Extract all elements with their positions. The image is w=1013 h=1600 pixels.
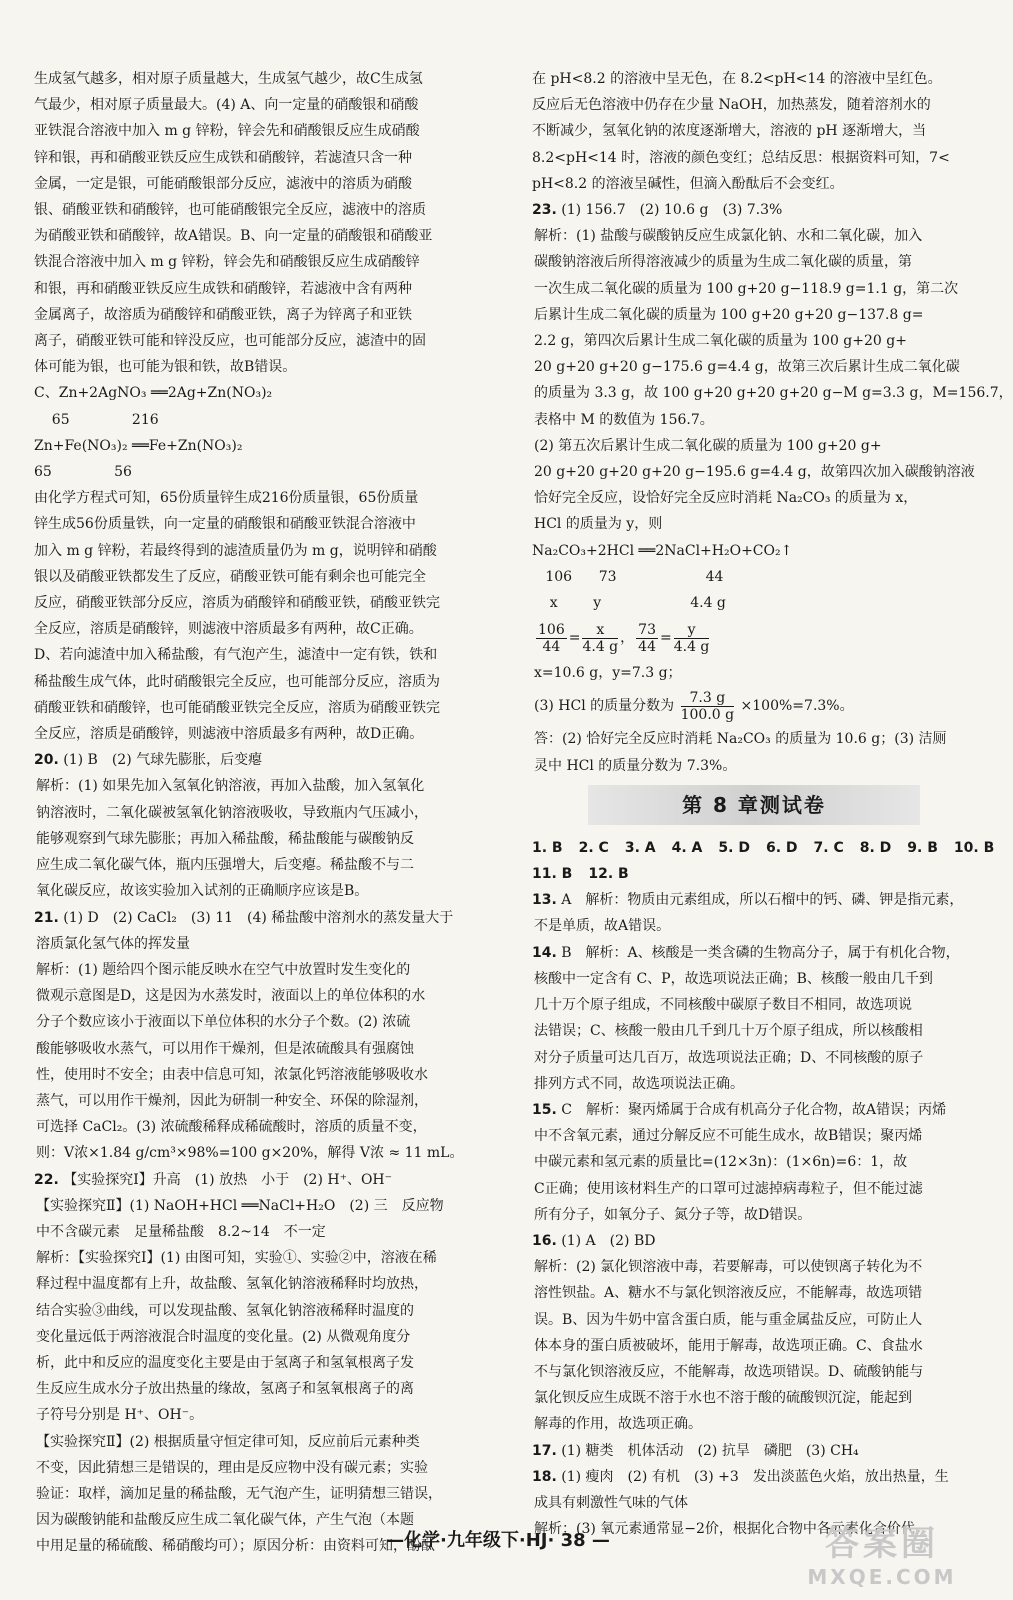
text-line [34, 878, 482, 904]
line-text: 分子个数应该小于液面以下单位体积的水分子个数。(2) 浓硫 [36, 1014, 411, 1031]
question-line [34, 905, 482, 931]
line-text: 一次生成二氧化碳的质量为 100 g+20 g−118.9 g=1.1 g，第二次 [534, 280, 959, 297]
line-text: 酸能够吸收水蒸气，可以用作干燥剂，但是浓硫酸具有强腐蚀 [36, 1040, 414, 1057]
line-text: (1) 瘦肉 (2) 有机 (3) +3 发出淡蓝色火焰，放出热量，生 [561, 1468, 949, 1485]
text-line [532, 118, 980, 144]
text-line [532, 328, 980, 354]
answer-key-item: 12. B [588, 866, 629, 883]
line-text: 金属离子，故溶质为硝酸锌和硝酸亚铁，离子为锌离子和亚铁 [34, 306, 412, 323]
line-text: Na₂CO₃+2HCl ══2NaCl+H₂O+CO₂↑ [532, 542, 793, 559]
text-line [34, 249, 482, 275]
watermark-line1: 答案圈 [825, 1524, 939, 1564]
line-text: 20 g+20 g+20 g+20 g−195.6 g=4.4 g，故第四次加入碳酸钠溶液 [534, 464, 975, 481]
line-text: 解析：(2) 氯化钡溶液中毒，若要解毒，可以使钡离子转化为不 [534, 1259, 923, 1276]
line-text: 核酸中一定含有 C、P，故选项说法正确；B、核酸一般由几千到 [534, 970, 933, 987]
line-text: 全反应，溶质是硝酸锌，则滤液中溶质最多有两种，故C正确。 [34, 621, 423, 638]
question-line [532, 197, 980, 223]
line-text: 几十万个原子组成，不同核酸中碳原子数目不相同，故选项说 [534, 997, 912, 1014]
text-line [532, 1123, 980, 1149]
text-line [34, 695, 482, 721]
line-text: (1) D (2) CaCl₂ (3) 11 (4) 稀盐酸中溶剂水的蒸发量大于 [63, 909, 454, 926]
line-text: 解析：(1) 如果先加入氢氧化钠溶液，再加入盐酸，加入氢氧化 [36, 778, 425, 795]
text-line [532, 992, 980, 1018]
question-line [34, 747, 482, 773]
line-text: 为硝酸亚铁和硝酸锌，故A错误。B、向一定量的硝酸银和硝酸亚 [34, 228, 433, 245]
text-line [34, 1324, 482, 1350]
text-line [34, 171, 482, 197]
text-line [34, 1062, 482, 1088]
line-text: 65 216 [34, 411, 159, 428]
text-line [532, 145, 980, 171]
text-line [34, 1088, 482, 1114]
line-text: 性，使用时不安全；由表中信息可知，浓氯化钙溶液能够吸收水 [36, 1066, 428, 1083]
left-column [34, 66, 482, 1560]
fraction [536, 622, 567, 655]
line-text: 表格中 M 的数值为 156.7。 [534, 411, 714, 428]
line-text: 验证：取样，滴加足量的稀盐酸，无气泡产生，证明猜想三错误， [36, 1485, 442, 1502]
line-text: 误。B、因为牛奶中富含蛋白质，能与重金属盐反应，可防止人 [534, 1311, 923, 1328]
line-text: 全反应，溶质是硝酸锌，则滤液中溶质最多有两种，故D正确。 [34, 726, 424, 743]
line-text: 体本身的蛋白质被破坏，能用于解毒，故选项正确。C、食盐水 [534, 1337, 923, 1354]
text-line [532, 354, 980, 380]
line-text: 蒸气，可以用作干燥剂，因此为研制一种安全、环保的除湿剂， [36, 1092, 428, 1109]
line-text: 解毒的作用，故选项正确。 [534, 1416, 702, 1433]
line-text: 不断减少，氢氧化钠的浓度逐渐增大，溶液的 pH 逐渐增大，当 [532, 123, 927, 140]
answer-key-row-2 [532, 861, 980, 887]
question-line [532, 940, 980, 966]
line-text: 钠溶液时，二氧化碳被氢氧化钠溶液吸收，导致瓶内气压减小， [36, 804, 428, 821]
text-line [34, 669, 482, 695]
answer-key-item: 2. C [578, 839, 609, 856]
line-text: pH<8.2 的溶液呈碱性，但滴入酚酞后不会变红。 [532, 175, 844, 192]
fraction [582, 622, 618, 655]
text-line [34, 92, 482, 118]
line-text: (1) B (2) 气球先膨胀，后变瘪 [63, 752, 263, 769]
line-text: (1) A (2) BD [561, 1232, 656, 1249]
chapter-test-banner: 第 8 章测试卷 [588, 785, 920, 825]
text-line [34, 1193, 482, 1219]
text-line [532, 1280, 980, 1306]
line-text: B 解析：A、核酸是一类含磷的生物高分子，属于有机化合物， [561, 944, 960, 961]
line-text: 加入 m g 锌粉，若最终得到的滤渣质量仍为 m g，说明锌和硝酸 [34, 542, 437, 559]
line-text: 碳酸钠溶液后所得溶液减少的质量为生成二氧化碳的质量，第 [534, 254, 912, 271]
line-text: 排列方式不同，故选项说法正确。 [534, 1075, 744, 1092]
equals-sign: = [568, 630, 581, 647]
text-line [34, 721, 482, 747]
text-line [34, 773, 482, 799]
equals-sign: ， [620, 630, 635, 647]
text-line [34, 1036, 482, 1062]
line-text: 中用足量的稀硫酸、稀硝酸均可）；原因分析：由资料可知，酚酞 [36, 1538, 435, 1555]
question-number: 22. [34, 1171, 59, 1188]
line-text: 金属，一定是银，可能硝酸银部分反应，滤液中的溶质为硝酸 [34, 175, 412, 192]
watermark-line2: MXQE.COM [807, 1565, 957, 1589]
fraction [636, 622, 658, 655]
line-text: C、Zn+2AgNO₃ ══2Ag+Zn(NO₃)₂ [34, 385, 273, 402]
line-text: (1) 糖类 机体活动 (2) 抗旱 磷肥 (3) CH₄ [561, 1442, 859, 1459]
line-text: x=10.6 g，y=7.3 g； [534, 665, 682, 682]
line-text: 银以及硝酸亚铁都发生了反应，硝酸亚铁可能有剩余也可能完全 [34, 568, 426, 585]
text-line [34, 1114, 482, 1140]
text-line [34, 983, 482, 1009]
line-text: HCl 的质量为 y，则 [534, 516, 663, 533]
text-line [34, 616, 482, 642]
line-text: 气最少，相对原子质量最大。(4) A、向一定量的硝酸银和硝酸 [34, 97, 419, 114]
answer-key-item: 4. A [671, 839, 703, 856]
answers-13-18 [532, 887, 980, 1542]
line-text: 解析：【实验探究Ⅰ】(1) 由图可知，实验①、实验②中，溶液在稀 [36, 1250, 437, 1267]
line-text: 20 g+20 g+20 g−175.6 g=4.4 g，故第三次后累计生成二氧化碳 [534, 359, 960, 376]
question-line [532, 1438, 980, 1464]
line-text: 106 73 44 [532, 568, 724, 585]
line-text: 生成氢气越多，相对原子质量越大，生成氢气越少，故C生成氢 [34, 71, 423, 87]
line-text: 解析：(3) 氧元素通常显−2价，根据化合物中各元素化合价代 [534, 1521, 915, 1538]
text-line [34, 931, 482, 957]
text-line [532, 380, 1013, 406]
text-line [532, 753, 980, 779]
line-text: 结合实验③曲线，可以发现盐酸、氢氧化钠溶液稀释时温度的 [36, 1302, 414, 1319]
answer-key-item: 6. D [765, 839, 798, 856]
text-line [34, 459, 482, 485]
text-line [532, 302, 980, 328]
text-line [532, 1254, 980, 1280]
numerator: 106 [538, 621, 565, 638]
text-line [532, 538, 980, 564]
text-line [34, 957, 482, 983]
line-text: 不变，因此猜想三是错误的，理由是反应物中没有碳元素；实验 [36, 1459, 428, 1476]
line-text: 中不含氧元素，通过分解反应不可能生成水，故B错误；聚丙烯 [534, 1128, 923, 1145]
line-text: 2.2 g，第四次后累计生成二氧化碳的质量为 100 g+20 g+ [534, 333, 907, 350]
line-text: 锌和银，再和硝酸亚铁反应生成铁和硝酸锌，若滤渣只含一种 [34, 149, 412, 166]
line-text: 法错误；C、核酸一般由几千到几十万个原子组成，所以核酸相 [534, 1023, 923, 1040]
line-text: 体可能为银，也可能为银和铁，故B错误。 [34, 359, 297, 376]
text-line [34, 433, 482, 459]
solution-values [532, 660, 980, 686]
line-text: 所有分子，如氧分子、氮分子等，故D错误。 [534, 1206, 812, 1223]
text-line [34, 118, 482, 144]
text-line [34, 642, 482, 668]
text-line [532, 407, 980, 433]
line-text: 不是单质，故A错误。 [534, 918, 671, 935]
line-text: 锌生成56份质量铁，向一定量的硝酸银和硝酸亚铁混合溶液中 [34, 516, 416, 533]
hcl-post: ×100%=7.3%。 [740, 698, 854, 715]
text-line [532, 92, 980, 118]
text-line [532, 913, 980, 939]
line-text: 中碳元素和氢元素的质量比=(12×3n)：(1×6n)=6：1，故 [534, 1154, 908, 1171]
line-text: 氯化钡反应生成既不溶于水也不溶于酸的硫酸钡沉淀，能起到 [534, 1390, 912, 1407]
line-text: 对分子质量可达几百万，故选项说法正确；D、不同核酸的原子 [534, 1049, 924, 1066]
text-line [34, 145, 482, 171]
text-line [532, 726, 980, 752]
line-text: 解析：(1) 盐酸与碳酸钠反应生成氯化钠、水和二氧化碳，加入 [534, 228, 923, 245]
line-text: 在 pH<8.2 的溶液中呈无色，在 8.2<pH<14 的溶液中呈红色。 [532, 71, 942, 87]
text-line [532, 433, 980, 459]
line-text: 中不含碳元素 足量稀盐酸 8.2~14 不一定 [36, 1223, 326, 1240]
hcl-fraction [681, 690, 735, 723]
text-line [34, 328, 482, 354]
numerator: x [582, 622, 618, 639]
line-text: 【实验探究Ⅱ】(2) 根据质量守恒定律可知，反应前后元素种类 [36, 1433, 420, 1450]
line-text: 释过程中温度都有上升，故盐酸、氢氧化钠溶液稀释时均放热， [36, 1276, 428, 1293]
text-line [34, 538, 482, 564]
text-line [34, 1140, 482, 1166]
question-number: 15. [532, 1101, 557, 1118]
line-text: 由化学方程式可知，65份质量锌生成216份质量银，65份质量 [34, 490, 419, 507]
hcl-pre: (3) HCl 的质量分数为 [534, 698, 675, 715]
text-line [34, 1245, 482, 1271]
text-line [34, 1429, 482, 1455]
text-line [34, 826, 482, 852]
line-text: 反应，硝酸亚铁部分反应，溶质为硝酸锌和硝酸亚铁，硝酸亚铁完 [34, 595, 440, 612]
line-text: 稀盐酸生成气体，此时硝酸银完全反应，也可能部分反应，溶质为 [34, 673, 440, 690]
line-text: x y 4.4 g [532, 595, 726, 612]
line-text: 答：(2) 恰好完全反应时消耗 Na₂CO₃ 的质量为 10.6 g；(3) 洁厕 [534, 731, 947, 748]
answer-key-item: 3. A [624, 839, 656, 856]
text-line [532, 1490, 980, 1516]
line-text: 亚铁混合溶液中加入 m g 锌粉，锌会先和硝酸银反应生成硝酸 [34, 123, 420, 140]
text-line [532, 1018, 980, 1044]
right-column [532, 66, 1013, 1542]
line-text: 解析：(1) 题给四个图示能反映水在空气中放置时发生变化的 [36, 961, 411, 978]
question-number: 16. [532, 1232, 557, 1249]
text-line [34, 380, 482, 406]
line-text: C 解析：聚丙烯属于合成有机高分子化合物，故A错误；丙烯 [561, 1101, 947, 1118]
text-line [532, 590, 980, 616]
line-text: 可选择 CaCl₂。(3) 浓硫酸稀释成稀硫酸时，溶质的质量不变， [36, 1119, 427, 1136]
line-text: 的质量为 3.3 g，故 100 g+20 g+20 g+20 g−M g=3.3 g，M=156.7， [534, 385, 1013, 402]
answer-key-item: 1. B [532, 839, 563, 856]
question-line [532, 1097, 980, 1123]
line-text: 溶性钡盐。A、糖水不与氯化钡溶液反应，不能解毒，故选项错 [534, 1285, 923, 1302]
numerator: 73 [638, 621, 656, 638]
text-line [34, 852, 482, 878]
text-line [532, 1385, 980, 1411]
text-line [34, 1376, 482, 1402]
line-text: 离子，硝酸亚铁可能和锌没反应，也可能部分反应，滤渣中的固 [34, 333, 426, 350]
text-line [34, 1271, 482, 1297]
line-text: 变化量远低于两溶液混合时温度的变化量。(2) 从微观角度分 [36, 1328, 411, 1345]
text-line [532, 1202, 980, 1228]
question-number: 17. [532, 1442, 557, 1459]
hcl-den: 100.0 g [680, 706, 735, 723]
text-line [532, 1149, 980, 1175]
text-line [532, 660, 980, 686]
text-line [532, 249, 980, 275]
answer-key-row-1 [532, 835, 995, 861]
text-line [532, 66, 980, 92]
question-number: 20. [34, 752, 59, 769]
line-text: C正确；使用该材料生产的口罩可过滤掉病毒粒子，但不能过滤 [534, 1180, 923, 1197]
line-text: 应生成二氧化碳气体，瓶内压强增大，后变瘪。稀盐酸不与二 [36, 857, 414, 874]
text-line [532, 1333, 980, 1359]
hcl-num: 7.3 g [681, 690, 735, 707]
denominator: 4.4 g [582, 638, 619, 655]
line-text: 生反应生成水分子放出热量的缘故，氢离子和氢氧根离子的离 [36, 1381, 414, 1398]
text-line [532, 485, 980, 511]
line-text: 因为碳酸钠能和盐酸反应生成二氧化碳气体，产生气泡（本题 [36, 1512, 414, 1529]
text-line [34, 511, 482, 537]
line-text: (1) 156.7 (2) 10.6 g (3) 7.3% [561, 202, 783, 219]
line-text: D、若向滤渣中加入稀盐酸，有气泡产生，滤渣中一定有铁，铁和 [34, 647, 438, 664]
line-text: 硝酸亚铁和硝酸锌，也可能硝酸亚铁完全反应，溶质为硝酸亚铁完 [34, 699, 440, 716]
answer-conclusion [532, 726, 980, 778]
answer-key-item: 9. B [907, 839, 938, 856]
fraction [674, 622, 710, 655]
line-text: A 解析：物质由元素组成，所以石榴中的钙、磷、钾是指元素， [561, 892, 964, 909]
question-line [532, 1228, 980, 1254]
question-line [532, 1464, 980, 1490]
answer-key-item: 8. D [859, 839, 892, 856]
text-line [532, 1411, 980, 1437]
denominator: 44 [638, 638, 656, 655]
line-text: Zn+Fe(NO₃)₂ ══Fe+Zn(NO₃)₂ [34, 437, 243, 454]
text-line [532, 223, 980, 249]
text-line [532, 276, 980, 302]
text-line [532, 1045, 980, 1071]
question-number: 18. [532, 1468, 557, 1485]
text-line [34, 276, 482, 302]
question-line [34, 1167, 482, 1193]
text-line [34, 1481, 482, 1507]
answer-key-item: 10. B [953, 839, 995, 856]
equals-sign: = [659, 630, 672, 647]
page-footer: —化学·九年级下·HJ· 38 — [386, 1530, 610, 1551]
line-text: 则：V浓×1.84 g/cm³×98%=100 g×20%，解得 V浓 ≈ 11 mL。 [36, 1145, 464, 1162]
line-text: 【实验探究Ⅱ】(1) NaOH+HCl ══NaCl+H₂O (2) 三 反应物 [36, 1197, 444, 1214]
question-number: 21. [34, 909, 59, 926]
text-line [34, 1009, 482, 1035]
question-number: 23. [532, 202, 557, 219]
text-line [34, 354, 482, 380]
text-line [34, 1455, 482, 1481]
line-text: 氧化碳反应，故该实验加入试剂的正确顺序应该是B。 [36, 883, 369, 900]
line-text: (2) 第五次后累计生成二氧化碳的质量为 100 g+20 g+ [534, 437, 882, 454]
line-text: 微观示意图是D，这是因为水蒸发时，液面以上的单位体积的水 [36, 988, 426, 1005]
line-text: 能够观察到气球先膨胀；再加入稀盐酸，稀盐酸能与碳酸钠反 [36, 830, 414, 847]
line-text: 【实验探究Ⅰ】升高 (1) 放热 小于 (2) H⁺、OH⁻ [63, 1171, 393, 1188]
text-line [532, 1176, 980, 1202]
answer-key-item: 11. B [532, 866, 573, 883]
answer-key-item: 7. C [813, 839, 844, 856]
hcl-fraction-line [532, 686, 980, 726]
text-line [532, 1359, 980, 1385]
line-text: 银、硝酸亚铁和硝酸锌，也可能硝酸银完全反应，滤液中的溶质 [34, 202, 426, 219]
question-number: 14. [532, 944, 557, 961]
answer-key-item: 5. D [718, 839, 750, 856]
watermark-logo [782, 1516, 982, 1594]
text-line [34, 223, 482, 249]
text-line [34, 1219, 482, 1245]
text-line [34, 1298, 482, 1324]
line-text: 铁混合溶液中加入 m g 锌粉，锌会先和硝酸银反应生成硝酸锌 [34, 254, 420, 271]
line-text: 65 56 [34, 464, 132, 481]
line-text: 成具有刺激性气味的气体 [534, 1494, 688, 1511]
text-line [34, 800, 482, 826]
line-text: 灵中 HCl 的质量分数为 7.3%。 [534, 757, 737, 774]
text-line [34, 66, 482, 92]
text-line [34, 590, 482, 616]
line-text: 后累计生成二氧化碳的质量为 100 g+20 g+20 g−137.8 g= [534, 306, 924, 323]
text-line [34, 407, 482, 433]
answer-23-block [532, 66, 1013, 616]
line-text: 反应后无色溶液中仍存在少量 NaOH，加热蒸发，随着溶剂水的 [532, 97, 931, 114]
line-text: 析，此中和反应的温度变化主要是由于氢离子和氢氧根离子发 [36, 1354, 414, 1371]
text-line [532, 1071, 980, 1097]
line-text: 不与氯化钡溶液反应，不能解毒，故选项错误。D、硫酸钠能与 [534, 1363, 924, 1380]
line-text: 恰好完全反应，设恰好完全反应时消耗 Na₂CO₃ 的质量为 x， [534, 490, 918, 507]
line-text: 溶质氯化氢气体的挥发量 [36, 935, 190, 952]
question-line [532, 887, 980, 913]
text-line [34, 1402, 482, 1428]
text-line [34, 197, 482, 223]
denominator: 4.4 g [673, 638, 710, 655]
question-number: 13. [532, 892, 557, 909]
line-text: 子符号分别是 H⁺、OH⁻。 [36, 1407, 204, 1424]
numerator: y [674, 622, 710, 639]
text-line [34, 564, 482, 590]
line-text: 8.2<pH<14 时，溶液的颜色变红；总结反思：根据资料可知，7< [532, 149, 950, 166]
text-line [34, 302, 482, 328]
proportion-equation [532, 616, 980, 660]
text-line [532, 564, 980, 590]
text-line [532, 511, 980, 537]
text-line [34, 485, 482, 511]
line-text: 和银，再和硝酸亚铁反应生成铁和硝酸锌，若滤液中含有两种 [34, 280, 412, 297]
text-line [532, 1307, 980, 1333]
text-line [532, 966, 980, 992]
text-line [532, 459, 980, 485]
text-line [34, 1350, 482, 1376]
denominator: 44 [542, 638, 561, 655]
text-line [532, 171, 980, 197]
